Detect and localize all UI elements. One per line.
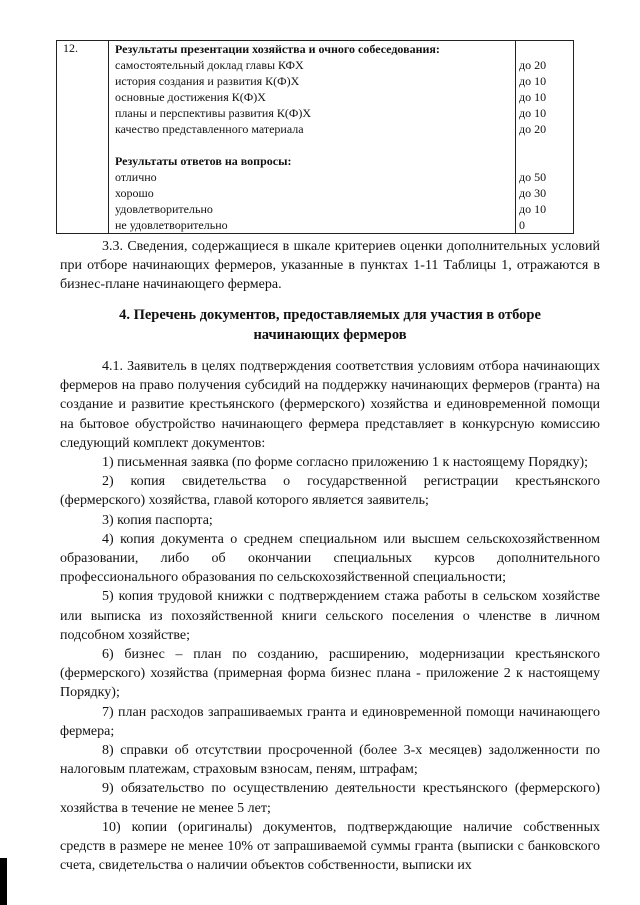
score: до 10	[519, 90, 547, 104]
paragraph-4-1: 4.1. Заявитель в целях подтверждения соответствия условиям отбора начинающих фермеров на право получения субсидий на поддержку начинающих фермеров (гранта) на создание и развитие крестьянского (фермерского) хозяйства и единовременной помощи на бытовое обустройство начинающего фермера представляет в конкурсную комиссию следующий комплект документов:	[60, 359, 600, 451]
row-number: 12.	[57, 41, 109, 234]
section-title: Результаты ответов на вопросы:	[115, 154, 292, 168]
list-item: 7) план расходов запрашиваемых гранта и единовременной помощи начинающего фермера;	[60, 704, 600, 739]
heading-line: 4. Перечень документов, предоставляемых для участия в отборе	[119, 307, 541, 323]
list-item: 8) справки об отсутствии просроченной (более 3-х месяцев) задолженности по налоговым платежам, страховым взносам, пеням, штрафам;	[60, 743, 600, 778]
score: до 30	[519, 186, 547, 200]
list-item: 10) копии (оригиналы) документов, подтверждающие наличие собственных средств в размере не менее 10% от запрашиваемой суммы гранта (выписки с банковского счета, свидетельства о наличии объектов собственности, выписки их	[60, 819, 600, 874]
list-item: 6) бизнес – план по созданию, расширению, модернизации крестьянского (фермерского) хозяйства (примерная форма бизнес плана - приложение 2 к настоящему Порядку);	[60, 647, 600, 701]
section-4-body	[60, 357, 600, 875]
criterion: планы и перспективы развития К(Ф)Х	[115, 106, 312, 120]
criterion: основные достижения К(Ф)Х	[115, 90, 266, 104]
list-item: 9) обязательство по осуществлению деятельности крестьянского (фермерского) хозяйства в течение не менее 5 лет;	[60, 781, 600, 816]
score: до 10	[519, 202, 547, 216]
list-item: 2) копия свидетельства о государственной регистрации крестьянского (фермерского) хозяйства, главой которого является заявитель;	[60, 474, 600, 509]
scan-edge-bar	[0, 858, 7, 905]
criterion: самостоятельный доклад главы КФХ	[115, 58, 304, 72]
list-item: 5) копия трудовой книжки с подтверждением стажа работы в сельском хозяйстве или выписка из похозяйственной книги сельского поселения о членстве в личном подсобном хозяйстве;	[60, 589, 600, 643]
criterion: хорошо	[115, 186, 154, 200]
criterion: отлично	[115, 170, 157, 184]
score: до 50	[519, 170, 547, 184]
criterion: качество представленного материала	[115, 122, 304, 136]
criteria-table	[56, 40, 574, 234]
section-3-3	[60, 237, 600, 295]
criterion: удовлетворительно	[115, 202, 213, 216]
list-item: 4) копия документа о среднем специальном или высшем сельскохозяйственном образовании, либо об окончании специальных курсов дополнительного профессионального образования по сельскохозяйственной специальности;	[60, 531, 600, 586]
score: до 10	[519, 74, 547, 88]
list-item: 3) копия паспорта;	[102, 512, 213, 528]
table-row	[57, 41, 574, 234]
criterion: не удовлетворительно	[115, 218, 228, 232]
section-title: Результаты презентации хозяйства и очного собеседования:	[115, 42, 440, 56]
criteria-list	[109, 41, 516, 234]
score: до 20	[519, 58, 547, 72]
score: до 10	[519, 106, 547, 120]
list-item: 1) письменная заявка (по форме согласно приложению 1 к настоящему Порядку);	[102, 455, 589, 471]
score: 0	[519, 218, 525, 232]
criterion: история создания и развития К(Ф)Х	[115, 74, 300, 88]
paragraph-3-3: 3.3. Сведения, содержащиеся в шкале критериев оценки дополнительных условий при отборе начинающих фермеров, указанные в пунктах 1-11 Таблицы 1, отражаются в бизнес-плане начинающего фермера.	[60, 239, 600, 293]
scores-list	[516, 41, 574, 234]
heading-line: начинающих фермеров	[253, 327, 407, 343]
score: до 20	[519, 122, 547, 136]
section-4-heading	[60, 305, 600, 345]
